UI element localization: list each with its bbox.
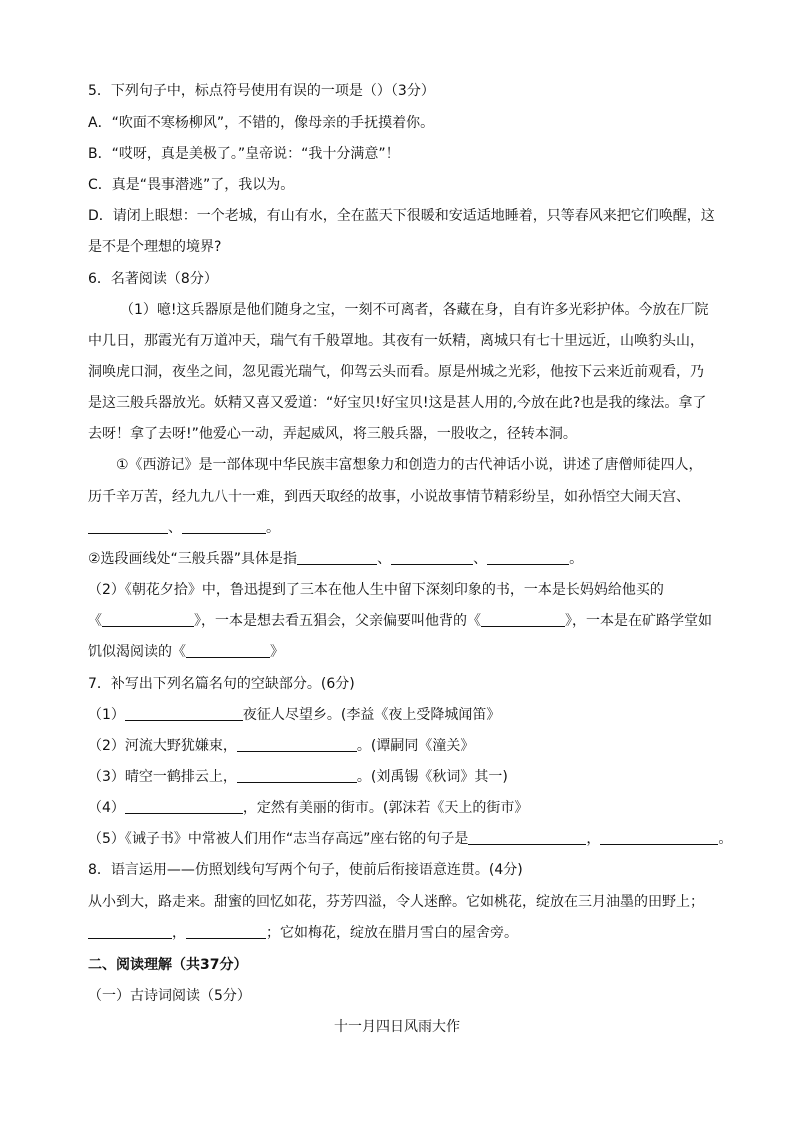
q8-stem: 8．语言运用——仿照划线句写两个句子，使前后衔接语意连贯。(4分) xyxy=(88,862,523,878)
section2-subtitle: （一）古诗词阅读（5分） xyxy=(88,988,251,1004)
q6-sub2: ②选段画线处“三般兵器”具体是指 、 、 。 xyxy=(88,551,584,567)
answer-blank[interactable] xyxy=(297,550,377,565)
q7-line5: （5）《诫子书》中常被人们用作“志当存高远”座右铭的句子是 ， 。 xyxy=(88,831,733,847)
q7-line3: （3）晴空一鹤排云上， 。(刘禹锡《秋词》其一) xyxy=(88,769,508,785)
q6-passage-line1: （1）噫!这兵器原是他们随身之宝，一刻不可离者，各藏在身，自有许多光彩护体。今放在厂院 xyxy=(120,302,709,318)
answer-blank[interactable] xyxy=(186,643,270,658)
answer-blank[interactable] xyxy=(88,519,168,534)
q7-stem: 7．补写出下列名篇名句的空缺部分。(6分) xyxy=(88,676,355,692)
q6-stem: 6．名著阅读（8分） xyxy=(88,271,218,287)
answer-blank[interactable] xyxy=(88,924,172,939)
answer-blank[interactable] xyxy=(125,799,243,814)
q6-part2-line2: 《 》，一本是想去看五猖会，父亲偏要叫他背的《 》，一本是在矿路学堂如 xyxy=(88,613,712,629)
q5-option-b: B．“哎呀，真是美极了。”皇帝说：“我十分满意”！ xyxy=(88,146,400,162)
q8-line2: ， ；它如梅花，绽放在腊月雪白的屋舍旁。 xyxy=(88,923,708,943)
answer-blank[interactable] xyxy=(237,768,357,783)
q5-option-a: A．“吹面不寒杨柳风”，不错的，像母亲的手抚摸着你。 xyxy=(88,115,435,131)
q5-option-c: C．真是“畏事潜逃”了，我以为。 xyxy=(88,177,295,193)
section2-title: 二、阅读理解（共37分） xyxy=(88,957,248,973)
answer-blank[interactable] xyxy=(481,612,565,627)
q8-line1: 从小到大，路走来。甜蜜的回忆如花，芬芳四溢，令人迷醉。它如桃花，绽放在三月油墨的田野上； xyxy=(88,894,704,910)
q6-passage-line5: 去呀！拿了去呀!”他爱心一动，弄起威风，将三般兵器，一股收之，径转本洞。 xyxy=(88,426,577,442)
answer-blank[interactable] xyxy=(186,924,266,939)
q5-stem: 5．下列句子中，标点符号使用有误的一项是（）（3分） xyxy=(88,83,435,99)
q6-passage-line4: 是这三般兵器放光。妖精又喜又爱道：“好宝贝!好宝贝!这是甚人用的,今放在此?也是我的缘法。拿了 xyxy=(88,395,707,411)
q6-passage-line3: 洞唤虎口洞，夜坐之间，忽见霞光瑞气，仰驾云头而看。原是州城之光彩，他按下云来近前观看，乃 xyxy=(88,364,704,380)
q6-sub1-line1: ①《西游记》是一部体现中华民族丰富想象力和创造力的古代神话小说，讲述了唐僧师徒四人， xyxy=(116,457,703,473)
q6-part2-line3: 饥似渴阅读的《 》 xyxy=(88,644,284,660)
answer-blank[interactable] xyxy=(237,737,357,752)
q6-sub1-line2: 历千辛万苦，经九九八十一难，到西天取经的故事，小说故事情节精彩纷呈，如孙悟空大闹天宫、 xyxy=(88,489,690,505)
answer-blank[interactable] xyxy=(182,519,266,534)
answer-blank[interactable] xyxy=(102,612,194,627)
poem-title: 十一月四日风雨大作 xyxy=(334,1019,460,1035)
q7-line2: （2）河流大野犹嫌束， 。(谭嗣同《潼关》 xyxy=(88,738,475,754)
q5-option-d-line1: D．请闭上眼想：一个老城，有山有水，全在蓝天下很暖和安适适地睡着，只等春风来把它们唤醒，这 xyxy=(88,208,715,224)
q7-line4: （4） ，定然有美丽的街市。(郭沫若《天上的街市》 xyxy=(88,800,529,816)
q6-part2-line1: （2）《朝花夕拾》中，鲁迅提到了三本在他人生中留下深刻印象的书，一本是长妈妈给他买的 xyxy=(88,582,664,598)
q6-passage-line2: 中几日，那霞光有万道冲天，瑞气有千般罩地。其夜有一妖精，离城只有七十里远近，山唤豹头山， xyxy=(88,333,704,349)
q6-sub1-line3: 、 。 xyxy=(88,518,708,538)
answer-blank[interactable] xyxy=(391,550,473,565)
q5-option-d-line2: 是不是个理想的境界? xyxy=(88,239,222,255)
answer-blank[interactable] xyxy=(468,830,586,845)
q7-line1: （1） 夜征人尽望乡。(李益《夜上受降城闻笛》 xyxy=(88,707,501,723)
answer-blank[interactable] xyxy=(600,830,718,845)
answer-blank[interactable] xyxy=(487,550,569,565)
answer-blank[interactable] xyxy=(125,706,243,721)
